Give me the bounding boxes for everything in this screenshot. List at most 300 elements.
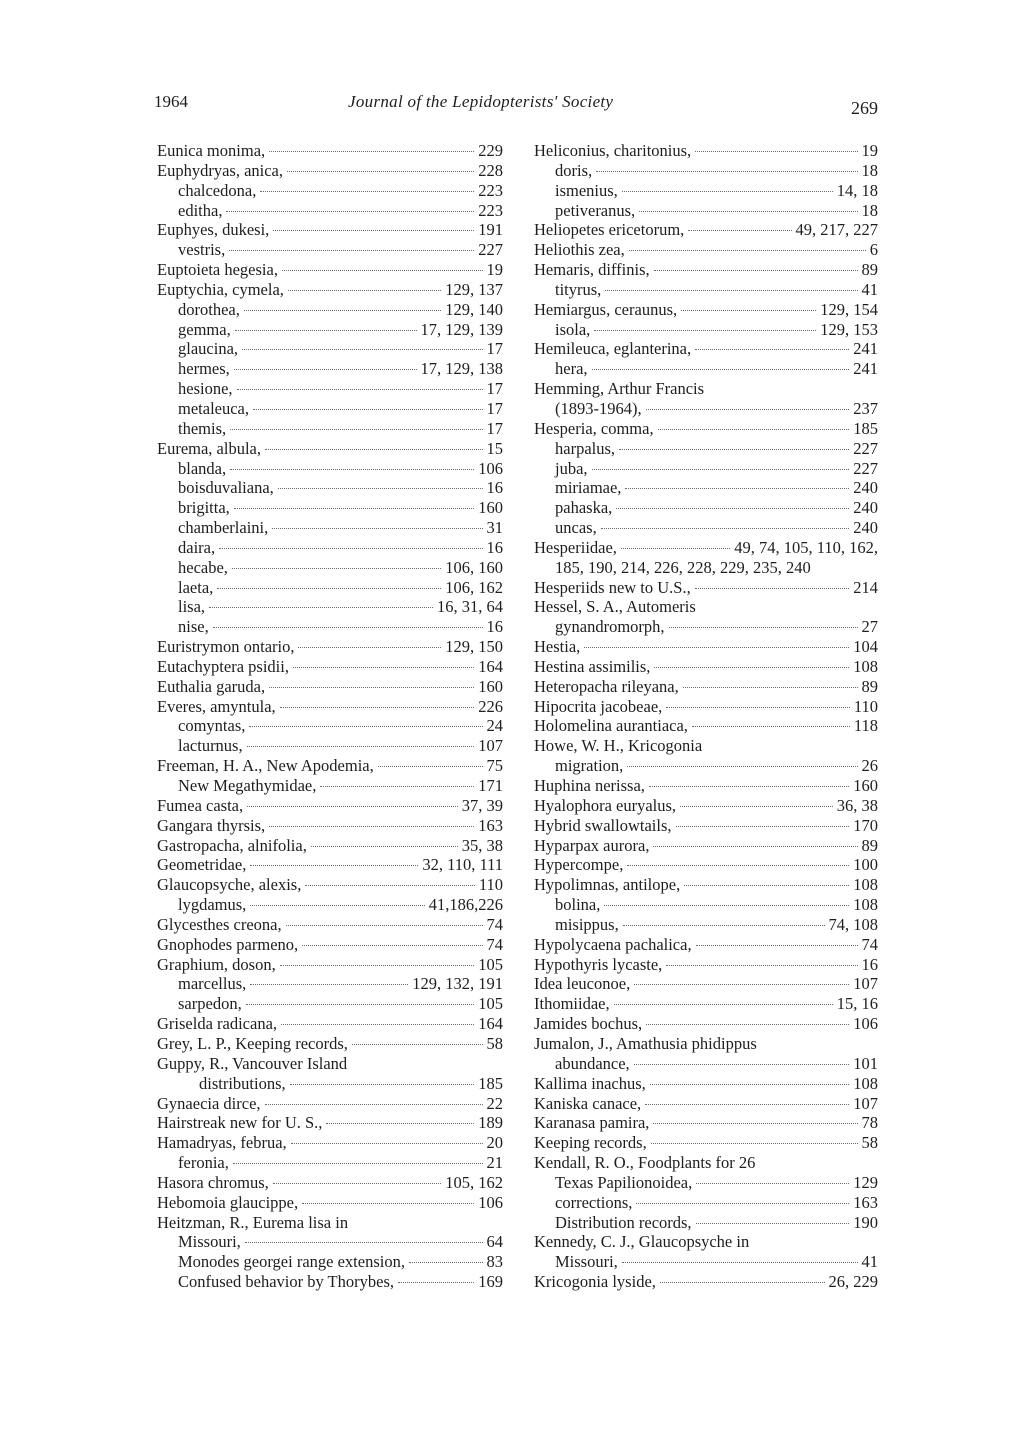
dot-leader: [234, 508, 474, 509]
index-entry: [534, 716, 878, 736]
header-year: 1964: [154, 92, 188, 111]
entry-pages: 170: [853, 815, 878, 835]
entry-label: Gastropacha, alnifolia,: [157, 835, 307, 855]
entry-pages: 101: [853, 1053, 878, 1073]
index-entry: [534, 1133, 878, 1153]
entry-label: Guppy, R., Vancouver Island: [157, 1053, 348, 1073]
entry-label: Euphydryas, anica,: [157, 160, 283, 180]
entry-label: hesione,: [178, 379, 233, 399]
entry-pages: 129, 154: [820, 299, 878, 319]
entry-pages: 106: [478, 458, 503, 478]
index-entry: [157, 935, 503, 955]
dot-leader: [326, 1123, 474, 1124]
index-entry: [534, 756, 878, 776]
dot-leader: [250, 865, 418, 866]
dot-leader: [636, 1203, 849, 1204]
dot-leader: [683, 687, 858, 688]
entry-pages: 17: [486, 339, 503, 359]
entry-pages: 107: [853, 1093, 878, 1113]
index-entry: [157, 637, 503, 657]
index-entry: [157, 558, 503, 578]
entry-pages: 240: [853, 498, 878, 518]
entry-label: brigitta,: [178, 498, 230, 518]
entry-pages: 15: [486, 438, 503, 458]
entry-label: Kendall, R. O., Foodplants for 26: [534, 1153, 756, 1173]
dot-leader: [666, 965, 857, 966]
entry-pages: 164: [478, 656, 503, 676]
entry-pages: 6: [869, 240, 878, 260]
entry-pages: 21: [486, 1153, 503, 1173]
index-entry: [534, 201, 878, 221]
dot-leader: [596, 171, 857, 172]
entry-label: Kaniska canace,: [534, 1093, 642, 1113]
index-entry: [157, 339, 503, 359]
index-entry: [157, 697, 503, 717]
index-entry: [157, 141, 503, 161]
index-entry: [157, 498, 503, 518]
index-entry: [157, 280, 503, 300]
dot-leader: [680, 806, 833, 807]
index-entry: [534, 1014, 878, 1034]
dot-leader: [287, 171, 474, 172]
dot-leader: [658, 429, 850, 430]
entry-label: Missouri,: [178, 1232, 241, 1252]
index-entry: [157, 736, 503, 756]
entry-pages: 105: [478, 954, 503, 974]
entry-pages: 106: [478, 1192, 503, 1212]
entry-label: Karanasa pamira,: [534, 1113, 650, 1133]
entry-label: nise,: [178, 617, 209, 637]
index-entry: [157, 1173, 503, 1193]
entry-pages: 237: [853, 398, 878, 418]
entry-label: Heitzman, R., Eurema lisa in: [157, 1212, 349, 1232]
dot-leader: [265, 1104, 483, 1105]
entry-label: laeta,: [178, 577, 214, 597]
index-entry: [534, 637, 878, 657]
entry-pages: 110: [853, 696, 878, 716]
dot-leader: [653, 846, 857, 847]
dot-leader: [625, 488, 849, 489]
dot-leader: [649, 786, 849, 787]
entry-pages: 17, 129, 138: [420, 359, 503, 379]
entry-label: Hairstreak new for U. S.,: [157, 1113, 323, 1133]
dot-leader: [592, 369, 850, 370]
entry-label: themis,: [178, 418, 227, 438]
dot-leader: [209, 607, 433, 608]
dot-leader: [219, 548, 482, 549]
dot-leader: [302, 945, 482, 946]
entry-label: editha,: [178, 200, 223, 220]
entry-pages: 229: [478, 141, 503, 160]
dot-leader: [627, 865, 849, 866]
entry-pages: 107: [478, 736, 503, 756]
index-entry: [157, 915, 503, 935]
index-entry: [534, 558, 878, 578]
entry-label: Huphina nerissa,: [534, 776, 645, 795]
entry-label: Howe, W. H., Kricogonia: [534, 736, 703, 756]
entry-label: Griselda radicana,: [157, 1014, 278, 1034]
dot-leader: [273, 230, 474, 231]
entry-label: tityrus,: [555, 279, 602, 299]
dot-leader: [232, 568, 441, 569]
dot-leader: [584, 647, 849, 648]
index-entry: [534, 974, 878, 994]
entry-pages: 171: [478, 776, 503, 795]
entry-pages: 129: [853, 1172, 878, 1192]
index-entry: [534, 994, 878, 1014]
dot-leader: [660, 1282, 825, 1283]
dot-leader: [234, 369, 417, 370]
entry-label: uncas,: [555, 518, 597, 538]
index-entry: [534, 399, 878, 419]
dot-leader: [290, 1084, 475, 1085]
entry-pages: 17: [486, 379, 503, 399]
entry-pages: 214: [853, 577, 878, 597]
entry-pages: 22: [486, 1093, 503, 1113]
entry-label: misippus,: [555, 914, 619, 934]
entry-label: lygdamus,: [178, 895, 247, 915]
index-column-right: [534, 141, 878, 1292]
dot-leader: [250, 984, 408, 985]
index-entry: [534, 1113, 878, 1133]
index-entry: [534, 260, 878, 280]
dot-leader: [293, 667, 474, 668]
dot-leader: [291, 1143, 483, 1144]
index-entry: [157, 1054, 503, 1074]
entry-pages: 185: [853, 418, 878, 438]
index-entry: [157, 439, 503, 459]
entry-pages: 227: [478, 240, 503, 260]
entry-pages: 41,186,226: [428, 895, 503, 915]
dot-leader: [213, 627, 483, 628]
index-entry: [157, 201, 503, 221]
entry-pages: 185: [478, 1073, 503, 1093]
dot-leader: [269, 687, 474, 688]
index-entry: [534, 478, 878, 498]
index-entry: [157, 597, 503, 617]
dot-leader: [320, 786, 474, 787]
dot-leader: [695, 588, 850, 589]
index-entry: [534, 518, 878, 538]
entry-pages: 74: [861, 934, 878, 954]
index-entry: [157, 419, 503, 439]
dot-leader: [278, 488, 483, 489]
dot-leader: [651, 1143, 858, 1144]
entry-pages: 129, 153: [820, 319, 878, 339]
entry-label: Hessel, S. A., Automeris: [534, 597, 696, 617]
entry-label: Distribution records,: [555, 1212, 692, 1232]
entry-label: Ithomiidae,: [534, 994, 610, 1014]
entry-pages: 19: [486, 260, 503, 280]
entry-label: Hebomoia glaucippe,: [157, 1192, 299, 1212]
dot-leader: [666, 707, 850, 708]
index-entry: [534, 359, 878, 379]
index-entry: [157, 1034, 503, 1054]
entry-label: bolina,: [555, 895, 601, 915]
entry-pages: 74, 108: [828, 914, 878, 934]
entry-label: Graphium, doson,: [157, 954, 276, 974]
entry-pages: 16: [861, 954, 878, 974]
dot-leader: [244, 310, 441, 311]
index-entry: [534, 300, 878, 320]
index-entry: [157, 1153, 503, 1173]
index-entry: [157, 538, 503, 558]
dot-leader: [298, 647, 441, 648]
dot-leader: [242, 349, 482, 350]
dot-leader: [229, 250, 474, 251]
entry-pages: 15, 16: [836, 994, 878, 1014]
index-entry: [157, 1252, 503, 1272]
index-entry: [534, 736, 878, 756]
entry-pages: 32, 110, 111: [422, 855, 503, 875]
entry-pages: 37, 39: [461, 795, 503, 815]
entry-label: Euristrymon ontario,: [157, 637, 295, 657]
entry-label: New Megathymidae,: [178, 776, 317, 795]
entry-pages: 107: [853, 974, 878, 994]
entry-label: Eunica monima,: [157, 141, 266, 160]
dot-leader: [302, 1203, 474, 1204]
entry-label: distributions,: [199, 1073, 286, 1093]
dot-leader: [594, 330, 816, 331]
index-entry: [534, 1252, 878, 1272]
entry-label: juba,: [555, 458, 588, 478]
index-entry: [157, 240, 503, 260]
entry-label: Everes, amyntula,: [157, 696, 276, 716]
entry-label: Hemaris, diffinis,: [534, 260, 650, 280]
entry-label: hecabe,: [178, 557, 228, 577]
index-entry: [157, 518, 503, 538]
dot-leader: [235, 330, 417, 331]
entry-label: Hyalophora euryalus,: [534, 795, 677, 815]
index-entry: [157, 300, 503, 320]
dot-leader: [621, 548, 730, 549]
dot-leader: [639, 211, 857, 212]
entry-label: Hypolimnas, antilope,: [534, 875, 681, 895]
index-entry: [534, 280, 878, 300]
dot-leader: [604, 905, 849, 906]
dot-leader: [634, 984, 849, 985]
entry-label: Hemiargus, ceraunus,: [534, 299, 678, 319]
entry-pages: 160: [478, 676, 503, 696]
entry-pages: 191: [478, 220, 503, 240]
index-entry: [157, 796, 503, 816]
entry-pages: 58: [861, 1133, 878, 1153]
index-entry: [157, 1113, 503, 1133]
entry-pages: 24: [486, 716, 503, 736]
dot-leader: [696, 1183, 849, 1184]
entry-label: Fumea casta,: [157, 795, 244, 815]
entry-label: migration,: [555, 756, 624, 776]
entry-label: Freeman, H. A., New Apodemia,: [157, 756, 374, 776]
entry-label: Grey, L. P., Keeping records,: [157, 1033, 348, 1053]
dot-leader: [409, 1262, 483, 1263]
entry-pages: 108: [853, 895, 878, 915]
entry-label: glaucina,: [178, 339, 239, 359]
entry-pages: 17: [486, 398, 503, 418]
dot-leader: [245, 1242, 483, 1243]
dot-leader: [226, 211, 474, 212]
dot-leader: [627, 766, 857, 767]
dot-leader: [352, 1044, 483, 1045]
dot-leader: [619, 449, 849, 450]
entry-pages: 129, 132, 191: [412, 974, 503, 994]
dot-leader: [286, 925, 483, 926]
entry-pages: 74: [486, 914, 503, 934]
index-entry: [534, 1094, 878, 1114]
dot-leader: [305, 885, 475, 886]
entry-label: metaleuca,: [178, 398, 249, 418]
entry-label: Hesperia, comma,: [534, 418, 654, 438]
dot-leader: [695, 151, 857, 152]
entry-label: Jamides bochus,: [534, 1014, 643, 1034]
index-entry: [534, 1074, 878, 1094]
entry-pages: 19: [861, 141, 878, 160]
entry-pages: 240: [853, 518, 878, 538]
dot-leader: [601, 528, 850, 529]
dot-leader: [269, 151, 474, 152]
index-entry: [534, 617, 878, 637]
entry-pages: 189: [478, 1113, 503, 1133]
entry-pages: 164: [478, 1014, 503, 1034]
entry-label: Kallima inachus,: [534, 1073, 646, 1093]
dot-leader: [616, 508, 849, 509]
running-header: [154, 92, 878, 120]
index-entry: [534, 1193, 878, 1213]
entry-label: Geometridae,: [157, 855, 247, 875]
entry-pages: 108: [853, 1073, 878, 1093]
entry-pages: 100: [853, 855, 878, 875]
index-entry: [157, 459, 503, 479]
entry-label: Heliothis zea,: [534, 240, 625, 260]
entry-label: Keeping records,: [534, 1133, 647, 1153]
index-entry: [534, 538, 878, 558]
dot-leader: [622, 1262, 858, 1263]
dot-leader: [653, 1123, 857, 1124]
index-entry: [157, 617, 503, 637]
entry-pages: 17: [486, 418, 503, 438]
entry-label: Hasora chromus,: [157, 1172, 269, 1192]
dot-leader: [282, 270, 483, 271]
dot-leader: [695, 349, 849, 350]
dot-leader: [623, 925, 825, 926]
index-entry: [534, 816, 878, 836]
entry-label: Hesperiidae,: [534, 537, 617, 557]
entry-pages: 227: [853, 458, 878, 478]
index-entry: [534, 379, 878, 399]
entry-label: harpalus,: [555, 438, 616, 458]
journal-title: Journal of the Lepidopterists' Society: [348, 92, 614, 111]
entry-label: Monodes georgei range extension,: [178, 1252, 405, 1272]
index-entry: [534, 161, 878, 181]
index-entry: [157, 1014, 503, 1034]
entry-label: boisduvaliana,: [178, 478, 274, 498]
entry-label: sarpedon,: [178, 994, 242, 1014]
dot-leader: [650, 1084, 849, 1085]
entry-pages: 106, 160: [445, 557, 503, 577]
entry-pages: 169: [478, 1272, 503, 1292]
entry-pages: 110: [478, 875, 503, 895]
entry-label: Hybrid swallowtails,: [534, 815, 672, 835]
dot-leader: [681, 310, 816, 311]
entry-pages: 106, 162: [445, 577, 503, 597]
entry-label: Euthalia garuda,: [157, 676, 266, 696]
dot-leader: [273, 1183, 441, 1184]
entry-pages: 26, 229: [828, 1272, 878, 1292]
index-entry: [534, 1272, 878, 1292]
entry-pages: 163: [853, 1192, 878, 1212]
index-entry: [534, 320, 878, 340]
entry-pages: 41: [861, 1252, 878, 1272]
index-entry: [157, 379, 503, 399]
entry-label: Glycesthes creona,: [157, 914, 282, 934]
entry-label: Hamadryas, februa,: [157, 1133, 287, 1153]
dot-leader: [237, 389, 483, 390]
dot-leader: [250, 905, 424, 906]
entry-label: hera,: [555, 359, 588, 379]
entry-label: pahaska,: [555, 498, 613, 518]
index-entry: [157, 756, 503, 776]
index-entry: [534, 141, 878, 161]
entry-label: doris,: [555, 160, 593, 180]
dot-leader: [645, 1104, 849, 1105]
entry-label: Hemileuca, eglanterina,: [534, 339, 692, 359]
entry-pages: 228: [478, 160, 503, 180]
entry-label: Holomelina aurantiaca,: [534, 716, 688, 736]
dot-leader: [280, 965, 475, 966]
dot-leader: [281, 1024, 474, 1025]
entry-label: corrections,: [555, 1192, 633, 1212]
entry-pages: 108: [853, 656, 878, 676]
entry-label: Gangara thyrsis,: [157, 815, 266, 835]
index-entry: [534, 1232, 878, 1252]
index-entry: [157, 1094, 503, 1114]
index-entry: [534, 578, 878, 598]
entry-label: feronia,: [178, 1153, 229, 1173]
dot-leader: [605, 290, 857, 291]
index-entry: [534, 1054, 878, 1074]
entry-label: Euptychia, cymela,: [157, 279, 284, 299]
dot-leader: [280, 707, 475, 708]
entry-pages: 16: [486, 537, 503, 557]
entry-pages: 35, 38: [461, 835, 503, 855]
entry-pages: 49, 217, 227: [795, 220, 878, 240]
entry-pages: 14, 18: [836, 180, 878, 200]
entry-label: lisa,: [178, 597, 206, 617]
index-entry: [157, 220, 503, 240]
entry-pages: 241: [853, 359, 878, 379]
entry-label: Heliconius, charitonius,: [534, 141, 692, 160]
entry-pages: 58: [486, 1033, 503, 1053]
entry-label: marcellus,: [178, 974, 247, 994]
entry-label: abundance,: [555, 1053, 630, 1073]
index-entry: [534, 1034, 878, 1054]
dot-leader: [646, 1024, 849, 1025]
index-entry: [157, 359, 503, 379]
entry-label: Hemming, Arthur Francis: [534, 379, 705, 399]
dot-leader: [246, 1004, 475, 1005]
entry-label: Euphyes, dukesi,: [157, 220, 270, 240]
entry-label: petiveranus,: [555, 200, 636, 220]
entry-pages: 49, 74, 105, 110, 162,: [734, 537, 878, 557]
index-entry: [534, 935, 878, 955]
entry-pages: 118: [853, 716, 878, 736]
dot-leader: [629, 250, 866, 251]
index-entry: [157, 974, 503, 994]
index-entry: [534, 796, 878, 816]
entry-label: lacturnus,: [178, 736, 243, 756]
dot-leader: [260, 191, 474, 192]
entry-label: Hesperiids new to U.S.,: [534, 577, 691, 597]
